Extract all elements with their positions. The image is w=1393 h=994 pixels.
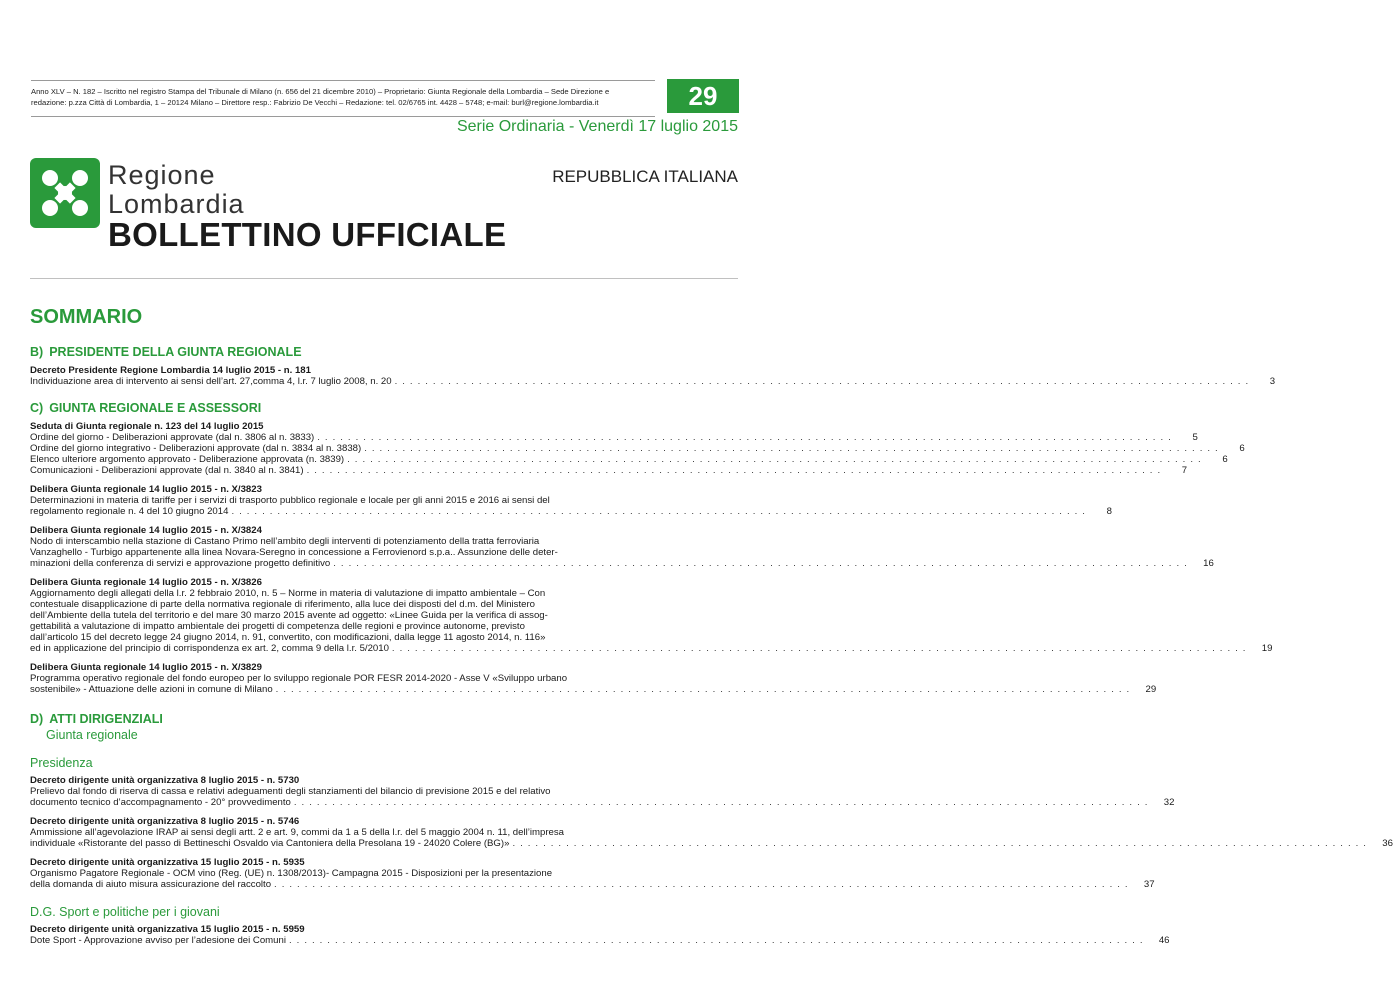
entry-line: [30, 838, 1393, 849]
section-c-heading: [30, 400, 738, 416]
entry-text: sostenibile» - Attuazione delle azioni in comune di Milano: [30, 684, 273, 695]
entry-line: [30, 465, 1188, 476]
page-number: 7: [1181, 465, 1188, 476]
entry-line: [30, 432, 1198, 443]
toc-entry[interactable]: [30, 775, 1175, 808]
entry-line: [30, 454, 1228, 465]
issue-number-badge: 29: [667, 79, 739, 113]
leader-dots: ................................................................................................................: [347, 454, 1206, 465]
page-number: 29: [1145, 684, 1157, 695]
masthead-meta: [31, 86, 655, 108]
masthead-rule-bottom: [31, 116, 655, 117]
page-number: 19: [1261, 643, 1273, 654]
leader-dots: ................................................................................................................: [275, 684, 1135, 695]
subsection-presidenza: Presidenza: [30, 756, 93, 770]
page-number: 16: [1203, 558, 1214, 569]
publication-title: BOLLETTINO UFFICIALE: [108, 216, 507, 253]
page-number: 36: [1382, 838, 1393, 849]
toc-entry[interactable]: [30, 525, 1214, 569]
toc-entry[interactable]: [30, 484, 1112, 517]
section-b-letter: B): [30, 345, 44, 359]
page-number: 6: [1239, 443, 1245, 454]
toc-entry[interactable]: [30, 365, 1276, 387]
entry-title: Decreto dirigente unità organizzativa 15 luglio 2015 - n. 5935: [30, 857, 305, 868]
entry-text: Individuazione area di intervento ai sensi dell’art. 27,comma 4, l.r. 7 luglio 2008, n. 20: [30, 376, 392, 387]
entry-line: [30, 643, 1273, 654]
page-number: 37: [1143, 879, 1155, 890]
entry-text: Nodo di interscambio nella stazione di Castano Primo nell’ambito degli interventi di potenziamento della tratta ferroviaria: [30, 536, 540, 547]
entry-text: Ammissione all’agevolazione IRAP ai sensi degli artt. 2 e art. 9, commi da 1 a 5 della l.r. del 5 maggio 2004 n. 11, dell’impresa: [30, 827, 564, 838]
section-d-title: ATTI DIRIGENZIALI: [49, 712, 163, 726]
entry-text: della domanda di aiuto misura assicurazione del raccolto: [30, 879, 272, 890]
brand-line-1: Regione: [108, 160, 216, 190]
leader-dots: ................................................................................................................: [293, 797, 1153, 808]
toc-entry[interactable]: [30, 662, 1157, 695]
leader-dots: ................................................................................................................: [231, 506, 1090, 517]
toc-entry[interactable]: [30, 857, 1155, 890]
leader-dots: ................................................................................................................: [394, 376, 1254, 387]
entry-title: Delibera Giunta regionale 14 luglio 2015 - n. X/3823: [30, 484, 262, 495]
section-d-subtitle: Giunta regionale: [46, 728, 138, 742]
toc-entry[interactable]: [30, 421, 1245, 476]
page-number: 46: [1158, 935, 1170, 946]
masthead-rule-top: [31, 80, 655, 81]
subsection-sport: D.G. Sport e politiche per i giovani: [30, 905, 220, 919]
entry-text: documento tecnico d’accompagnamento - 20° provvedimento: [30, 797, 291, 808]
entry-title: Decreto dirigente unità organizzativa 8 luglio 2015 - n. 5730: [30, 775, 300, 786]
section-c-title: GIUNTA REGIONALE E ASSESSORI: [49, 401, 262, 415]
page-number: 32: [1163, 797, 1175, 808]
entry-text: Determinazioni in materia di tariffe per i servizi di trasporto pubblico regionale e locale per gli anni 2015 e 2016 ai sensi del: [30, 495, 550, 506]
regione-lombardia-logo-icon: [30, 158, 100, 228]
entry-text: Ordine del giorno integrativo - Deliberazioni approvate (dal n. 3834 al n. 3838): [30, 443, 362, 454]
entry-text: dell’Ambiente della tutela del territorio e del mare 30 marzo 2015 avente ad oggetto: «Linee Guida per la verifica di assog-: [30, 610, 548, 621]
serie-date: Serie Ordinaria - Venerdì 17 luglio 2015: [456, 118, 738, 135]
entry-title: Decreto dirigente unità organizzativa 15 luglio 2015 - n. 5959: [30, 924, 305, 935]
page-number: 6: [1222, 454, 1228, 465]
entry-text: Elenco ulteriore argomento approvato - Deliberazione approvata (n. 3839): [30, 454, 345, 465]
entry-text: Dote Sport - Approvazione avviso per l’adesione dei Comuni: [30, 935, 286, 946]
brand-wordmark: [108, 161, 245, 219]
leader-dots: ................................................................................................................: [333, 558, 1192, 569]
entry-line: [30, 684, 1157, 695]
leader-dots: ................................................................................................................: [512, 838, 1371, 849]
entry-text: regolamento regionale n. 4 del 10 giugno 2014: [30, 506, 229, 517]
masthead-meta-line-1: Anno XLV – N. 182 – Iscritto nel registro Stampa del Tribunale di Milano (n. 656 del 21 dicembre 2010) – Proprietario: Giunta Regionale della Lombardia – Sede Direzione e: [31, 87, 610, 96]
entry-text: minazioni della conferenza di servizi e approvazione progetto definitivo: [30, 558, 331, 569]
section-d: [30, 711, 1393, 946]
section-b-title: PRESIDENTE DELLA GIUNTA REGIONALE: [49, 345, 302, 359]
entry-text: Prelievo dal fondo di riserva di cassa e relativi adeguamenti degli stanziamenti del bilancio di previsione 2015 e del relativo: [30, 786, 551, 797]
leader-dots: ................................................................................................................: [364, 443, 1223, 454]
entry-title: Seduta di Giunta regionale n. 123 del 14 luglio 2015: [30, 421, 264, 432]
entry-text: individuale «Ristorante del passo di Bettineschi Osvaldo via Cantoniera della Presolana 19 - 24020 Colere (BG)»: [30, 838, 510, 849]
page-number: 8: [1106, 506, 1112, 517]
sommario-heading: SOMMARIO: [30, 306, 143, 328]
entry-title: Delibera Giunta regionale 14 luglio 2015 - n. X/3824: [30, 525, 262, 536]
table-of-contents: [30, 344, 1393, 946]
leader-dots: ................................................................................................................: [288, 935, 1148, 946]
toc-entry[interactable]: [30, 577, 1273, 654]
entry-line: [30, 443, 1245, 454]
brand-line-2: Lombardia: [108, 189, 245, 219]
section-b-heading: [30, 344, 738, 360]
page-number: 5: [1192, 432, 1198, 443]
entry-text: Aggiornamento degli allegati della l.r. 2 febbraio 2010, n. 5 – Norme in materia di valutazione di impatto ambientale – Con: [30, 588, 546, 599]
entry-title: Delibera Giunta regionale 14 luglio 2015 - n. X/3829: [30, 662, 262, 673]
entry-line: [30, 506, 1112, 517]
entry-text: contestuale disapplicazione di parte della normativa regionale di riferimento, alla luce dei disposti del d.m. del Ministero: [30, 599, 536, 610]
republic-label: REPUBBLICA ITALIANA: [552, 167, 738, 186]
entry-line: [30, 558, 1214, 569]
entry-text: Organismo Pagatore Regionale - OCM vino (Reg. (UE) n. 1308/2013)- Campagna 2015 - Disposizioni per la presentazione: [30, 868, 553, 879]
masthead-meta-line-2: redazione: p.zza Città di Lombardia, 1 – 20124 Milano – Direttore resp.: Fabrizio De Vecchi – Redazione: tel. 02/6765 int. 4428 – 5748; e-mail: burl@regione.lombardia.it: [31, 98, 599, 107]
leader-dots: ................................................................................................................: [306, 465, 1166, 476]
leader-dots: ................................................................................................................: [317, 432, 1176, 443]
header-divider: [30, 278, 738, 279]
entry-title: Decreto dirigente unità organizzativa 8 luglio 2015 - n. 5746: [30, 816, 300, 827]
entry-title: Delibera Giunta regionale 14 luglio 2015 - n. X/3826: [30, 577, 262, 588]
entry-line: [30, 879, 1155, 890]
section-d-heading: [30, 711, 738, 727]
entry-text: ed in applicazione del principio di corrispondenza ex art. 2, comma 9 della l.r. 5/2010: [30, 643, 389, 654]
entry-line: [30, 376, 1276, 387]
entry-text: Programma operativo regionale del fondo europeo per lo sviluppo regionale POR FESR 2014-2020 - Asse V «Sviluppo urbano: [30, 673, 568, 684]
leader-dots: ................................................................................................................: [274, 879, 1133, 890]
entry-title: Decreto Presidente Regione Lombardia 14 luglio 2015 - n. 181: [30, 365, 311, 376]
page-number: 3: [1269, 376, 1276, 387]
entry-line: [30, 797, 1175, 808]
section-c-letter: C): [30, 401, 44, 415]
section-c: [30, 400, 1273, 695]
entry-text: Comunicazioni - Deliberazioni approvate (dal n. 3840 al n. 3841): [30, 465, 304, 476]
entry-text: gettabilità a valutazione di impatto ambientale dei progetti di competenza delle regioni e province autonome, previsto: [30, 621, 525, 632]
toc-entry[interactable]: [30, 924, 1170, 946]
leader-dots: ................................................................................................................: [391, 643, 1251, 654]
toc-entry[interactable]: [30, 816, 1393, 849]
section-b: [30, 344, 1276, 387]
section-d-letter: D): [30, 712, 44, 726]
entry-text: dall’articolo 15 del decreto legge 24 giugno 2014, n. 91, convertito, con modificazioni, dalla legge 11 agosto 2014, n. 116»: [30, 632, 546, 643]
entry-text: Vanzaghello - Turbigo appartenente alla linea Novara-Seregno in concessione a Ferrovienord s.p.a.. Assunzione delle deter-: [30, 547, 558, 558]
entry-text: Ordine del giorno - Deliberazioni approvate (dal n. 3806 al n. 3833): [30, 432, 315, 443]
entry-line: [30, 935, 1170, 946]
